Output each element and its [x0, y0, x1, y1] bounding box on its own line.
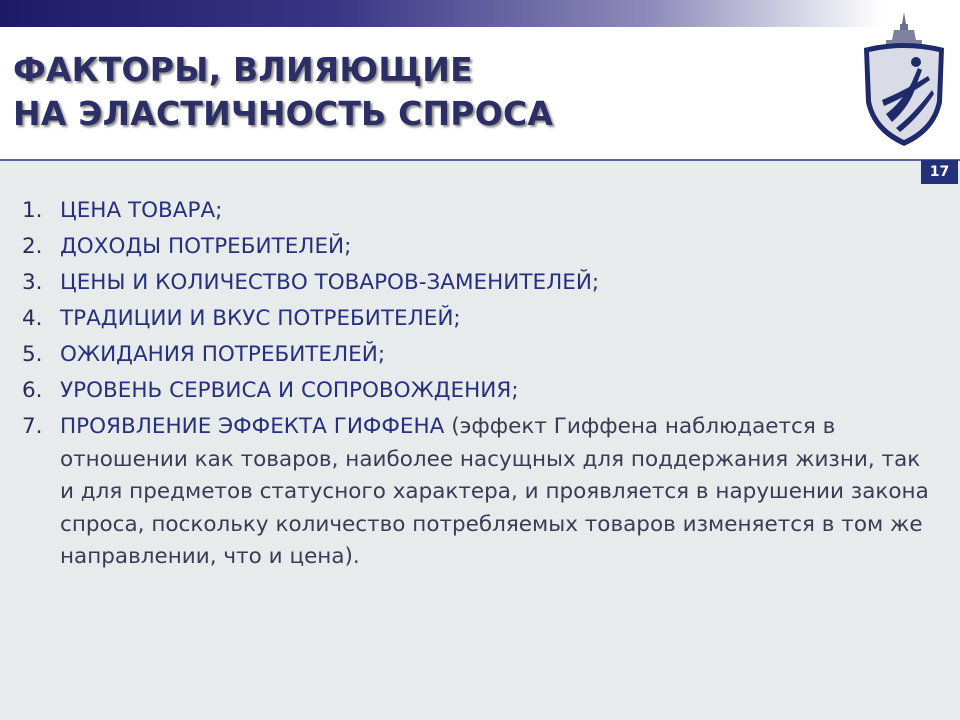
list-item	[22, 195, 942, 227]
slide-title-line-2: НА ЭЛАСТИЧНОСТЬ СПРОСА	[13, 94, 554, 133]
list-item-text: УРОВЕНЬ СЕРВИСА И СОПРОВОЖДЕНИЯ;	[60, 378, 519, 403]
list-item-number: 2.	[22, 234, 43, 259]
list-item	[22, 411, 942, 574]
list-item-text	[60, 411, 940, 574]
list-item-number: 5.	[22, 342, 43, 367]
list-item	[22, 339, 942, 371]
list-item	[22, 375, 942, 407]
slide-number-badge: 17	[921, 160, 958, 184]
slide-title-line-1: ФАКТОРЫ, ВЛИЯЮЩИЕ	[13, 50, 473, 89]
list-item-number: 1.	[22, 198, 43, 223]
header-divider	[0, 159, 960, 161]
list-item-number: 6.	[22, 378, 43, 403]
list-item	[22, 267, 942, 299]
university-emblem-icon	[856, 10, 952, 150]
list-item-number: 4.	[22, 306, 43, 331]
header-gradient-bar	[0, 0, 960, 27]
list-item	[22, 303, 942, 335]
list-item-text: ДОХОДЫ ПОТРЕБИТЕЛЕЙ;	[60, 234, 352, 259]
list-item-number: 3.	[22, 270, 43, 295]
slide-title	[13, 48, 553, 136]
list-item-text: ОЖИДАНИЯ ПОТРЕБИТЕЛЕЙ;	[60, 342, 386, 367]
list-item	[22, 231, 942, 263]
factor-list	[22, 195, 942, 578]
list-item-text: ТРАДИЦИИ И ВКУС ПОТРЕБИТЕЛЕЙ;	[60, 306, 461, 331]
list-item-text: ЦЕНА ТОВАРА;	[60, 198, 223, 223]
giffen-effect-explanation: (эффект Гиффена наблюдается в отношении как товаров, наиболее насущных для поддержания жизни, так и для предметов статусного характера, и проявляется в нарушении закона спроса, поскольку количество потребляемых товаров изменяется в том же направлении, что и цена).	[60, 414, 929, 569]
list-item-number: 7.	[22, 414, 43, 439]
giffen-effect-heading: ПРОЯВЛЕНИЕ ЭФФЕКТА ГИФФЕНА	[60, 414, 445, 439]
list-item-text: ЦЕНЫ И КОЛИЧЕСТВО ТОВАРОВ-ЗАМЕНИТЕЛЕЙ;	[60, 270, 600, 295]
